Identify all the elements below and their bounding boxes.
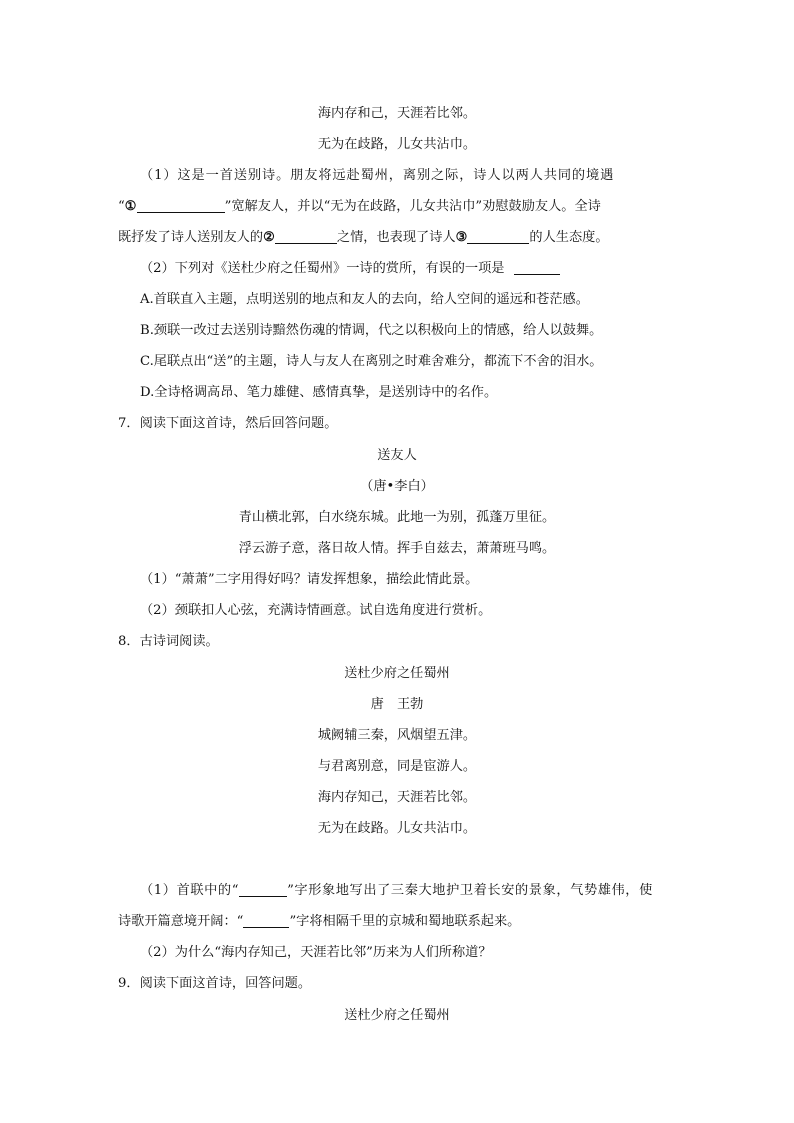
poem-line: 无为在歧路，儿女共沾巾。 — [317, 137, 477, 152]
poem-title: 送杜少府之任蜀州 — [344, 666, 450, 681]
answer-blank[interactable] — [137, 198, 225, 213]
poem-line: 青山横北郭，白水绕东城。此地一为别，孤蓬万里征。 — [238, 510, 556, 525]
blank-marker: ② — [263, 230, 275, 245]
answer-blank[interactable] — [514, 260, 560, 275]
poem-author: 唐 王勃 — [370, 697, 424, 712]
text-fragment: “ — [118, 199, 125, 214]
poem-title: 送友人 — [377, 448, 417, 463]
blank-marker: ③ — [455, 230, 468, 245]
text-fragment: ”字将相隔千里的京城和蜀地联系起来。 — [289, 914, 521, 929]
answer-blank[interactable] — [239, 882, 287, 897]
option-d: D.全诗格调高昂、笔力雄健、感情真挚，是送别诗中的名作。 — [140, 385, 498, 400]
question-stem: 9．阅读下面这首诗，回答问题。 — [118, 976, 312, 991]
text-fragment: 诗歌开篇意境开阔：“ — [118, 914, 244, 929]
option-a: A.首联直入主题，点明送别的地点和友人的去向，给人空间的遥远和苍茫感。 — [140, 292, 589, 307]
poem-line: 无为在歧路。儿女共沾巾。 — [317, 821, 477, 836]
option-b: B.颈联一改过去送别诗黯然伤魂的情调，代之以积极向上的情感，给人以鼓舞。 — [140, 323, 603, 338]
answer-blank[interactable] — [467, 229, 529, 244]
sub-question-text — [118, 197, 601, 217]
text-fragment: （2）下列对《送杜少府之任蜀州》一诗的赏所，有误的一项是 — [140, 261, 505, 276]
sub-question-text: （2）颈联扣人心弦，充满诗情画意。试自选角度进行赏析。 — [140, 603, 492, 618]
poem-title: 送杜少府之任蜀州 — [344, 1008, 450, 1023]
text-fragment: 既抒发了诗人送别友人的 — [118, 230, 264, 245]
text-fragment: （1）首联中的“ — [140, 883, 240, 898]
poem-line: 海内存知己，天涯若比邻。 — [317, 790, 477, 805]
poem-line: 海内存和己，天涯若比邻。 — [317, 106, 477, 121]
text-fragment: 之情，也表现了诗人 — [336, 230, 456, 245]
poem-author: （唐•李白） — [360, 479, 434, 494]
sub-question-text — [118, 228, 609, 248]
question-stem: 8．古诗词阅读。 — [118, 634, 219, 649]
sub-question-text: （1）“萧萧”二字用得好吗？请发挥想象，描绘此情此景。 — [140, 572, 479, 587]
question-stem: 7．阅读下面这首诗，然后回答问题。 — [118, 416, 338, 431]
text-fragment: ”字形象地写出了三秦大地护卫着长安的景象，气势雄伟，使 — [287, 883, 653, 898]
sub-question-text — [118, 912, 520, 932]
poem-line: 浮云游子意，落日故人情。挥手自兹去，萧萧班马鸣。 — [238, 541, 556, 556]
sub-question-text — [140, 881, 653, 901]
poem-line: 与君离别意，同是宦游人。 — [317, 759, 477, 774]
option-c: C.尾联点出“送”的主题，诗人与友人在离别之时难舍难分，都流下不舍的泪水。 — [140, 354, 603, 369]
text-fragment: 的人生态度。 — [529, 230, 609, 245]
answer-blank[interactable] — [275, 229, 337, 244]
sub-question-text — [140, 259, 560, 279]
sub-question-text: （2）为什么“海内存知己，天涯若比邻”历来为人们所称道？ — [140, 945, 492, 960]
poem-line: 城阙辅三秦，风烟望五津。 — [317, 728, 477, 743]
blank-marker: ① — [124, 199, 137, 214]
answer-blank[interactable] — [243, 913, 289, 928]
sub-question-text: （1）这是一首送别诗。朋友将远赴蜀州，离别之际，诗人以两人共同的境遇 — [140, 168, 615, 183]
text-fragment: ”宽解友人，并以“无为在歧路，儿女共沾巾”劝慰鼓励友人。全诗 — [224, 199, 601, 214]
